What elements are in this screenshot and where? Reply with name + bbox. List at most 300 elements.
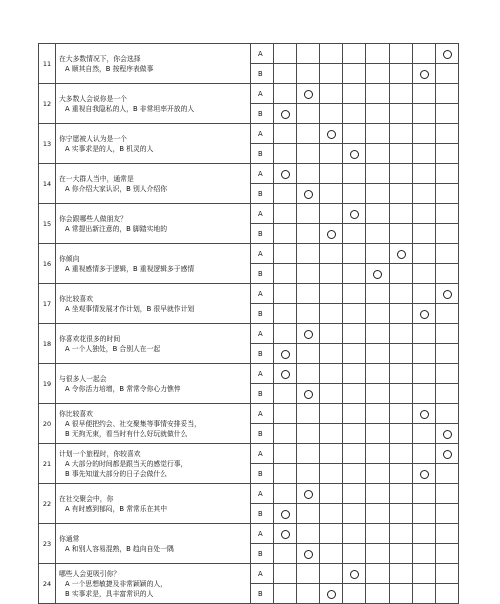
score-cell[interactable] (343, 264, 366, 284)
score-cell[interactable] (390, 204, 413, 224)
score-cell[interactable] (413, 544, 436, 564)
score-cell[interactable] (343, 444, 366, 464)
option-label-b: B (251, 424, 274, 444)
score-cell[interactable] (366, 64, 390, 84)
score-cell[interactable] (297, 444, 320, 464)
question-options-line2: B 实事求是，具丰富常识的人 (65, 589, 154, 598)
answer-row (39, 284, 459, 304)
score-cell[interactable] (297, 284, 320, 304)
score-cell[interactable] (274, 304, 297, 324)
score-cell[interactable] (274, 124, 297, 144)
question-number: 20 (39, 404, 56, 444)
option-label-b: B (251, 584, 274, 604)
score-cell[interactable] (413, 264, 436, 284)
score-cell[interactable] (320, 384, 343, 404)
score-cell[interactable] (320, 464, 343, 484)
question-number: 18 (39, 324, 56, 364)
option-label-a: A (251, 364, 274, 384)
question-number: 21 (39, 444, 56, 484)
score-cell[interactable] (390, 224, 413, 244)
score-cell[interactable] (297, 564, 320, 584)
score-cell[interactable] (413, 404, 436, 424)
score-cell[interactable] (320, 124, 343, 144)
score-cell[interactable] (297, 124, 320, 144)
score-cell[interactable] (297, 364, 320, 384)
score-cell[interactable] (366, 244, 390, 264)
score-cell[interactable] (390, 144, 413, 164)
score-cell[interactable] (413, 84, 436, 104)
score-cell[interactable] (274, 44, 297, 64)
score-cell[interactable] (343, 44, 366, 64)
score-cell[interactable] (343, 464, 366, 484)
score-cell[interactable] (390, 264, 413, 284)
score-cell[interactable] (274, 284, 297, 304)
answer-row (39, 364, 459, 384)
score-cell[interactable] (436, 64, 459, 84)
score-cell[interactable] (413, 364, 436, 384)
option-label-b: B (251, 344, 274, 364)
score-cell[interactable] (297, 64, 320, 84)
score-cell[interactable] (390, 584, 413, 604)
score-cell[interactable] (320, 264, 343, 284)
score-cell[interactable] (320, 364, 343, 384)
score-cell[interactable] (413, 384, 436, 404)
score-cell[interactable] (297, 524, 320, 544)
score-cell[interactable] (297, 404, 320, 424)
score-cell[interactable] (343, 384, 366, 404)
score-cell[interactable] (343, 144, 366, 164)
score-cell[interactable] (297, 344, 320, 364)
option-label-a: A (251, 164, 274, 184)
score-cell[interactable] (274, 224, 297, 244)
question-number: 11 (39, 44, 56, 84)
score-cell[interactable] (274, 144, 297, 164)
score-cell[interactable] (436, 344, 459, 364)
score-cell[interactable] (297, 484, 320, 504)
score-cell[interactable] (413, 444, 436, 464)
score-cell[interactable] (413, 504, 436, 524)
option-label-a: A (251, 204, 274, 224)
score-cell[interactable] (413, 324, 436, 344)
score-cell[interactable] (436, 544, 459, 564)
score-cell[interactable] (297, 304, 320, 324)
score-cell[interactable] (297, 464, 320, 484)
score-cell[interactable] (297, 584, 320, 604)
circle-mark-icon (304, 330, 313, 339)
score-cell[interactable] (343, 324, 366, 344)
score-cell[interactable] (436, 144, 459, 164)
score-cell[interactable] (413, 304, 436, 324)
score-cell[interactable] (366, 404, 390, 424)
score-cell[interactable] (390, 44, 413, 64)
questionnaire-table (38, 43, 459, 604)
question-number: 22 (39, 484, 56, 524)
option-label-a: A (251, 324, 274, 344)
score-cell[interactable] (436, 284, 459, 304)
score-cell[interactable] (274, 84, 297, 104)
answer-row (39, 444, 459, 464)
score-cell[interactable] (413, 64, 436, 84)
score-cell[interactable] (343, 64, 366, 84)
score-cell[interactable] (320, 404, 343, 424)
question-number: 19 (39, 364, 56, 404)
score-cell[interactable] (343, 584, 366, 604)
question-number: 16 (39, 244, 56, 284)
score-cell[interactable] (413, 144, 436, 164)
score-cell[interactable] (390, 424, 413, 444)
score-cell[interactable] (274, 244, 297, 264)
score-cell[interactable] (297, 544, 320, 564)
score-cell[interactable] (390, 284, 413, 304)
score-cell[interactable] (320, 484, 343, 504)
score-cell[interactable] (366, 44, 390, 64)
score-cell[interactable] (320, 104, 343, 124)
score-cell[interactable] (413, 464, 436, 484)
question-number: 17 (39, 284, 56, 324)
score-cell[interactable] (366, 224, 390, 244)
circle-mark-icon (304, 550, 313, 559)
score-cell[interactable] (413, 524, 436, 544)
answer-row (39, 44, 459, 64)
question-cell (56, 164, 251, 204)
question-text: 在大多数情况下，你会选择 (59, 54, 141, 63)
question-options: A 大部分的时间都是跟当天的感觉行事， (65, 459, 188, 468)
circle-mark-icon (281, 350, 290, 359)
circle-mark-icon (443, 450, 452, 459)
score-cell[interactable] (390, 384, 413, 404)
score-cell[interactable] (413, 44, 436, 64)
answer-row (39, 124, 459, 144)
score-cell[interactable] (390, 464, 413, 484)
score-cell[interactable] (320, 524, 343, 544)
score-cell[interactable] (343, 344, 366, 364)
score-cell[interactable] (297, 104, 320, 124)
question-text: 你比较喜欢 (59, 409, 93, 418)
score-cell[interactable] (297, 424, 320, 444)
score-cell[interactable] (413, 184, 436, 204)
score-cell[interactable] (343, 84, 366, 104)
question-text: 你会跟哪些人做朋友？ (59, 214, 127, 223)
score-cell[interactable] (320, 244, 343, 264)
score-cell[interactable] (297, 184, 320, 204)
score-cell[interactable] (297, 44, 320, 64)
question-options: A 很早便把约会、社交聚集等事情安排妥当， (65, 419, 201, 428)
score-cell[interactable] (320, 44, 343, 64)
score-cell[interactable] (343, 244, 366, 264)
score-cell[interactable] (366, 424, 390, 444)
score-cell[interactable] (274, 64, 297, 84)
score-cell[interactable] (297, 324, 320, 344)
score-cell[interactable] (366, 564, 390, 584)
score-cell[interactable] (343, 524, 366, 544)
score-cell[interactable] (343, 564, 366, 584)
circle-mark-icon (420, 70, 429, 79)
score-cell[interactable] (390, 84, 413, 104)
option-label-a: A (251, 84, 274, 104)
question-options: A 你介绍大家认识，B 别人介绍你 (65, 184, 167, 193)
score-cell[interactable] (366, 204, 390, 224)
answer-row (39, 484, 459, 504)
score-cell[interactable] (436, 564, 459, 584)
score-cell[interactable] (274, 164, 297, 184)
score-cell[interactable] (320, 284, 343, 304)
score-cell[interactable] (413, 424, 436, 444)
question-options: A 顺其自然，B 按程序表做事 (65, 64, 154, 73)
score-cell[interactable] (413, 124, 436, 144)
score-cell[interactable] (413, 484, 436, 504)
score-cell[interactable] (274, 524, 297, 544)
score-cell[interactable] (390, 64, 413, 84)
score-cell[interactable] (274, 584, 297, 604)
score-cell[interactable] (390, 564, 413, 584)
score-cell[interactable] (436, 104, 459, 124)
score-cell[interactable] (274, 264, 297, 284)
score-cell[interactable] (343, 364, 366, 384)
score-cell[interactable] (366, 584, 390, 604)
score-cell[interactable] (366, 524, 390, 544)
score-cell[interactable] (366, 264, 390, 284)
score-cell[interactable] (436, 244, 459, 264)
score-cell[interactable] (297, 144, 320, 164)
score-cell[interactable] (320, 584, 343, 604)
score-cell[interactable] (436, 424, 459, 444)
score-cell[interactable] (320, 564, 343, 584)
score-cell[interactable] (297, 264, 320, 284)
score-cell[interactable] (274, 364, 297, 384)
circle-mark-icon (281, 110, 290, 119)
answer-row (39, 404, 459, 424)
option-label-a: A (251, 44, 274, 64)
score-cell[interactable] (274, 504, 297, 524)
score-cell[interactable] (436, 204, 459, 224)
score-cell[interactable] (366, 484, 390, 504)
question-options-line2: B 无拘无束，看当时有什么好玩就做什么 (65, 429, 188, 438)
score-cell[interactable] (413, 564, 436, 584)
circle-mark-icon (443, 430, 452, 439)
circle-mark-icon (420, 310, 429, 319)
score-cell[interactable] (413, 584, 436, 604)
score-cell[interactable] (366, 164, 390, 184)
score-cell[interactable] (343, 104, 366, 124)
score-cell[interactable] (436, 264, 459, 284)
score-cell[interactable] (390, 504, 413, 524)
option-label-b: B (251, 184, 274, 204)
circle-mark-icon (420, 410, 429, 419)
score-cell[interactable] (436, 184, 459, 204)
option-label-b: B (251, 504, 274, 524)
score-cell[interactable] (274, 484, 297, 504)
score-cell[interactable] (413, 204, 436, 224)
score-cell[interactable] (274, 444, 297, 464)
question-options: A 一个思想敏捷及非常颖颖的人， (65, 579, 167, 588)
score-cell[interactable] (274, 344, 297, 364)
score-cell[interactable] (436, 224, 459, 244)
circle-mark-icon (281, 510, 290, 519)
score-cell[interactable] (343, 124, 366, 144)
score-cell[interactable] (343, 304, 366, 324)
score-cell[interactable] (366, 384, 390, 404)
circle-mark-icon (350, 150, 359, 159)
score-cell[interactable] (320, 324, 343, 344)
score-cell[interactable] (297, 244, 320, 264)
score-cell[interactable] (297, 224, 320, 244)
score-cell[interactable] (320, 344, 343, 364)
score-cell[interactable] (436, 484, 459, 504)
score-cell[interactable] (390, 324, 413, 344)
score-cell[interactable] (343, 424, 366, 444)
score-cell[interactable] (366, 504, 390, 524)
score-cell[interactable] (390, 364, 413, 384)
score-cell[interactable] (274, 424, 297, 444)
score-cell[interactable] (320, 144, 343, 164)
score-cell[interactable] (274, 324, 297, 344)
score-cell[interactable] (436, 304, 459, 324)
score-cell[interactable] (436, 84, 459, 104)
question-text: 你喜欢花很多的时间 (59, 334, 121, 343)
question-cell (56, 484, 251, 524)
score-cell[interactable] (343, 504, 366, 524)
question-options: A 重视感情多于逻辑，B 重视逻辑多于感情 (65, 264, 195, 273)
question-cell (56, 404, 251, 444)
score-cell[interactable] (436, 164, 459, 184)
score-cell[interactable] (297, 84, 320, 104)
score-cell[interactable] (320, 304, 343, 324)
score-cell[interactable] (274, 384, 297, 404)
question-text: 在社交聚会中，你 (59, 494, 114, 503)
score-cell[interactable] (413, 244, 436, 264)
score-cell[interactable] (366, 144, 390, 164)
score-cell[interactable] (436, 44, 459, 64)
score-cell[interactable] (436, 444, 459, 464)
score-cell[interactable] (436, 384, 459, 404)
score-cell[interactable] (436, 404, 459, 424)
score-cell[interactable] (436, 504, 459, 524)
score-cell[interactable] (274, 104, 297, 124)
score-cell[interactable] (390, 344, 413, 364)
option-label-b: B (251, 304, 274, 324)
questionnaire-body (39, 44, 459, 604)
option-label-b: B (251, 224, 274, 244)
score-cell[interactable] (320, 64, 343, 84)
score-cell[interactable] (436, 324, 459, 344)
score-cell[interactable] (343, 404, 366, 424)
question-cell (56, 524, 251, 564)
score-cell[interactable] (390, 184, 413, 204)
score-cell[interactable] (320, 184, 343, 204)
circle-mark-icon (304, 90, 313, 99)
score-cell[interactable] (413, 344, 436, 364)
score-cell[interactable] (320, 444, 343, 464)
score-cell[interactable] (343, 484, 366, 504)
score-cell[interactable] (366, 104, 390, 124)
score-cell[interactable] (366, 324, 390, 344)
question-options: A 一个人独处，B 合别人在一起 (65, 344, 161, 353)
score-cell[interactable] (436, 524, 459, 544)
option-label-a: A (251, 124, 274, 144)
score-cell[interactable] (413, 164, 436, 184)
option-label-a: A (251, 244, 274, 264)
score-cell[interactable] (366, 84, 390, 104)
option-label-a: A (251, 284, 274, 304)
question-text: 与很多人一起会 (59, 374, 107, 383)
question-text: 你通常 (59, 534, 80, 543)
score-cell[interactable] (390, 164, 413, 184)
score-cell[interactable] (320, 544, 343, 564)
score-cell[interactable] (436, 124, 459, 144)
option-label-a: A (251, 404, 274, 424)
score-cell[interactable] (274, 544, 297, 564)
question-options: A 令你活力培增，B 常常令你心力憔悴 (65, 384, 181, 393)
score-cell[interactable] (366, 364, 390, 384)
question-text: 哪些人会更吸引你？ (59, 569, 121, 578)
score-cell[interactable] (390, 104, 413, 124)
score-cell[interactable] (320, 224, 343, 244)
question-options-line2: B 事先知道大部分的日子会做什么 (65, 469, 167, 478)
answer-row (39, 564, 459, 584)
circle-mark-icon (350, 570, 359, 579)
score-cell[interactable] (390, 404, 413, 424)
score-cell[interactable] (297, 164, 320, 184)
score-cell[interactable] (436, 464, 459, 484)
score-cell[interactable] (436, 584, 459, 604)
score-cell[interactable] (343, 224, 366, 244)
score-cell[interactable] (390, 124, 413, 144)
answer-row (39, 524, 459, 544)
score-cell[interactable] (366, 304, 390, 324)
score-cell[interactable] (297, 504, 320, 524)
score-cell[interactable] (274, 464, 297, 484)
answer-row (39, 164, 459, 184)
score-cell[interactable] (366, 344, 390, 364)
score-cell[interactable] (390, 304, 413, 324)
score-cell[interactable] (366, 184, 390, 204)
score-cell[interactable] (343, 284, 366, 304)
score-cell[interactable] (343, 184, 366, 204)
score-cell[interactable] (390, 444, 413, 464)
score-cell[interactable] (297, 384, 320, 404)
score-cell[interactable] (343, 164, 366, 184)
score-cell[interactable] (390, 524, 413, 544)
score-cell[interactable] (274, 204, 297, 224)
score-cell[interactable] (413, 104, 436, 124)
score-cell[interactable] (366, 464, 390, 484)
score-cell[interactable] (320, 504, 343, 524)
score-cell[interactable] (390, 244, 413, 264)
score-cell[interactable] (320, 84, 343, 104)
score-cell[interactable] (297, 204, 320, 224)
score-cell[interactable] (274, 564, 297, 584)
question-cell (56, 284, 251, 324)
score-cell[interactable] (413, 224, 436, 244)
question-cell (56, 564, 251, 604)
score-cell[interactable] (366, 284, 390, 304)
score-cell[interactable] (390, 544, 413, 564)
score-cell[interactable] (320, 424, 343, 444)
score-cell[interactable] (343, 204, 366, 224)
option-label-a: A (251, 484, 274, 504)
score-cell[interactable] (366, 444, 390, 464)
score-cell[interactable] (274, 184, 297, 204)
score-cell[interactable] (390, 484, 413, 504)
score-cell[interactable] (366, 124, 390, 144)
score-cell[interactable] (413, 284, 436, 304)
score-cell[interactable] (274, 404, 297, 424)
score-cell[interactable] (320, 204, 343, 224)
score-cell[interactable] (436, 364, 459, 384)
score-cell[interactable] (343, 544, 366, 564)
score-cell[interactable] (366, 544, 390, 564)
score-cell[interactable] (320, 164, 343, 184)
